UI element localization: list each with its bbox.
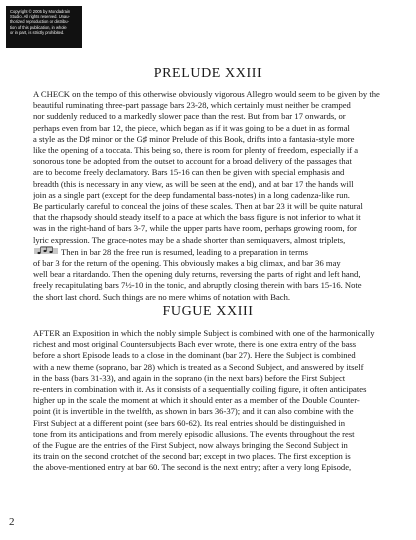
text-line: before a short Episode leads to a close in the dominant (bar 27). Here the Subject is combined bbox=[33, 350, 356, 361]
text-line: re-enters in combination with it. As it consists of a sequentially coiling figure, it often anticipates bbox=[33, 384, 367, 395]
text-line: beautiful ruminating three-part passage bars 23-28, which certainly must neither be cramped bbox=[33, 100, 351, 111]
text-line: Be particularly careful to conceal the joins of these scales. Then at bar 23 it will be quite natural bbox=[33, 201, 363, 212]
text-line: of bar 3 for the return of the opening. This obviously makes a big climax, and bar 36 may bbox=[33, 258, 341, 269]
text-line: breadth (this is necessary in any view, as will be seen at the end), and at bar 17 the hands will bbox=[33, 178, 354, 189]
prelude-text bbox=[33, 89, 385, 303]
page-number: 2 bbox=[9, 516, 15, 528]
grace-note-figure-icon bbox=[33, 246, 59, 256]
prelude-heading: PRELUDE XXIII bbox=[153, 66, 263, 81]
fugue-heading: FUGUE XXIII bbox=[162, 304, 254, 319]
text-line: with a new theme (soprano, bar 28) which is treated as a Second Subject, and answered by itself bbox=[33, 361, 364, 372]
text-line: the above-mentioned entry at bar 60. The second is the next entry; after a very long Episode, bbox=[33, 462, 352, 473]
text-line: lyric expression. The grace-notes may be a shade shorter than semiquavers, almost triplets, bbox=[33, 234, 346, 245]
text-line: of the Fugue are the entries of the First Subject, now always bringing the Second Subject in bbox=[33, 440, 348, 451]
copyright-line: Copyright © 2005 by Mondadrain bbox=[10, 9, 71, 14]
text-line: AFTER an Exposition in which the nobly simple Subject is combined with one of the harmonically bbox=[33, 328, 375, 338]
text-line: its train on the second crotchet of the second bar; except in two places. The first exception is bbox=[33, 451, 351, 462]
fugue-text bbox=[33, 328, 385, 474]
text-line: freely recapitulating bars 7½-10 in the tonic, and abruptly closing therein with bars 15-16. Note bbox=[33, 280, 362, 291]
text-line: First Subject at a different point (see bars 60-62). Its real entries should be distinguished in bbox=[33, 417, 346, 428]
copyright-line: or in part, is strictly prohibited. bbox=[10, 29, 65, 35]
text-line: nor suddenly reduced to a markedly slower pace than the rest. But from bar 17 onwards, or bbox=[33, 111, 346, 122]
text-line: the short last chord. Such things are no mere whims of notation with Bach. bbox=[33, 291, 291, 302]
text-line: was in the right-hand of bars 3-7, while the upper parts have room, perhaps growing room, for bbox=[33, 223, 357, 234]
text-line: that the rhapsody should steady itself to a pace at which the bass figure is not inferior to what it bbox=[33, 212, 361, 223]
text-line: like the opening of a toccata. This being so, there is room for plenty of freedom, especially if a bbox=[33, 145, 359, 156]
text-line: richest and most original Countersubjects Bach ever wrote, there is one extra entry of the bass bbox=[33, 339, 357, 350]
text-line: higher up in the scale the moment at which it should enter as a member of the Double Counter- bbox=[33, 395, 360, 406]
text-line: a style as the D♯ minor or the G♯ minor Prelude of this Book, drifts into a fantasia-style more bbox=[33, 133, 355, 144]
text-line: join as a single part (except for the deep fundamental bass-notes) in a long cadenza-like run. bbox=[33, 189, 350, 200]
text-line: Then in bar 28 the free run is resumed, leading to a preparation in terms bbox=[61, 246, 308, 257]
text-line: perhaps even from bar 12, the piece, which began as if it was going to be a duet in as formal bbox=[33, 122, 350, 133]
text-line-with-music-figure bbox=[33, 246, 385, 258]
text-line: tone from its anticipations and from merely episodic allusions. The events throughout the rest bbox=[33, 428, 355, 439]
text-line: well bear a ritardando. Then the opening duly returns, reversing the parts of right and left hand, bbox=[33, 269, 361, 280]
text-line: sonorous tone be adopted from the outset to account for a broad delivery of the passages that bbox=[33, 156, 352, 167]
text-line: point (it is invertible in the twelfth, as shown in bars 36-37); and it can also combine with the bbox=[33, 406, 354, 417]
copyright-line: thorized reproduction or distribu- bbox=[10, 19, 69, 25]
copyright-line: Studio. All rights reserved. Unau- bbox=[10, 14, 70, 20]
copyright-notice bbox=[6, 6, 82, 48]
text-line: A CHECK on the tempo of this otherwise obviously vigorous Allegro would seem to be given by the bbox=[33, 89, 380, 99]
copyright-line: tion of this publication, in whole bbox=[10, 24, 67, 30]
text-line: in the bass (bars 31-33), and again in the soprano (in the next bars) before the First Subject bbox=[33, 372, 346, 383]
text-line: are to become freely declamatory. Bars 15-16 can then be given with special emphasis and bbox=[33, 167, 345, 178]
